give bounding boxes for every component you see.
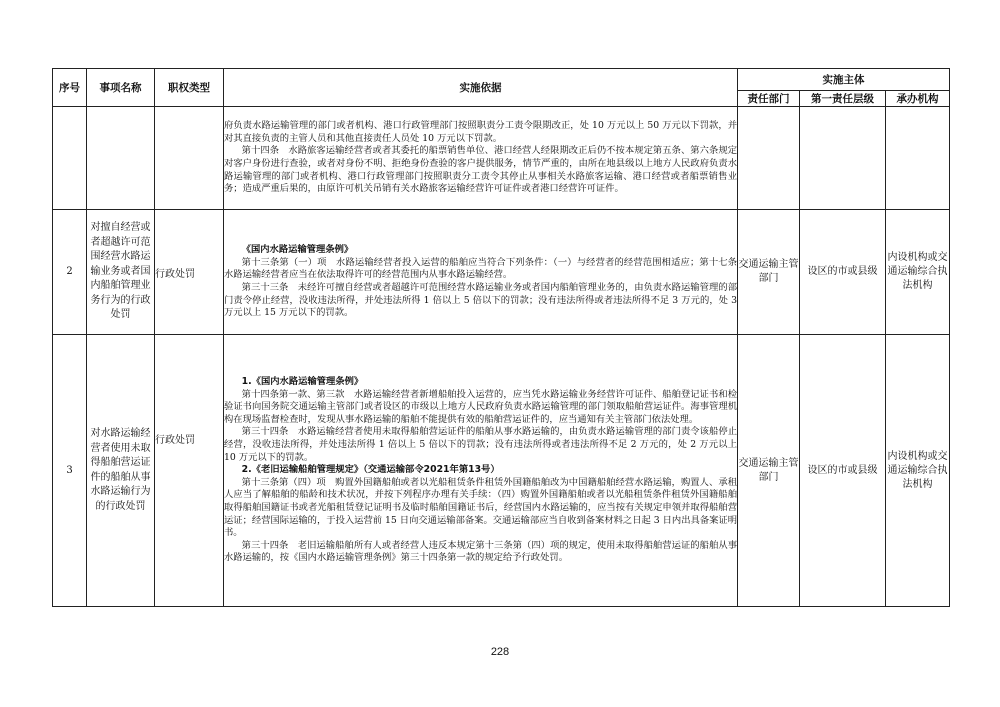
table-row	[53, 210, 950, 335]
header-power-type: 职权类型	[155, 69, 224, 107]
row-resp-dept: 交通运输主管部门	[738, 335, 800, 607]
row-item-name: 对水路运输经营者使用未取得船舶营运证件的船舶从事水路运输行为的行政处罚	[87, 335, 155, 607]
row-power-type: 行政处罚	[155, 335, 224, 607]
table-row	[53, 335, 950, 607]
row-item-name: 对擅自经营或者超越许可范围经营水路运输业务或者国内船舶管理业务行为的行政处罚	[87, 210, 155, 335]
basis-paragraph: 第三十四条 水路运输经营者使用未取得船舶营运证件的船舶从事水路运输的，由负责水路运输管理的部门责令该船停止经营，没收违法所得，并处违法所得 1 倍以上 5 倍以下的罚款；没有违法所得或者违法所得不足 2 万元的，处 2 万元以上 10 万元以下的罚款。	[224, 426, 737, 463]
basis-cell-continued	[224, 107, 738, 210]
header-first-level: 第一责任层级	[800, 91, 886, 107]
header-handling-org: 承办机构	[886, 91, 950, 107]
basis-paragraph: 第三十四条 老旧运输船舶所有人或者经营人违反本规定第十三条第（四）项的规定，使用未取得船舶营运证的船舶从事水路运输的，按《国内水路运输管理条例》第三十四条第一款的规定给予行政处罚。	[224, 539, 737, 564]
header-basis: 实施依据	[224, 69, 738, 107]
basis-title: 2.《老旧运输船舶管理规定》（交通运输部令2021年第13号）	[241, 464, 500, 476]
page-number: 228	[490, 646, 510, 658]
enforcement-table	[52, 68, 950, 607]
row-handling-org: 内设机构或交通运输综合执法机构	[886, 335, 950, 607]
basis-title: 1.《国内水路运输管理条例》	[241, 376, 364, 388]
row-power-type: 行政处罚	[155, 210, 224, 335]
basis-paragraph: 第十四条 水路旅客运输经营者或者其委托的船票销售单位、港口经营人经限期改正后仍不按本规定第五条、第六条规定对客户身份进行查验，或者对身份不明、拒绝身份查验的客户提供服务，情节严重的，由所在地县级以上地方人民政府负责水路运输管理的部门或者机构、港口行政管理部门按照职责分工责令其停止从事相关水路旅客运输、港口经营或者船票销售业务；造成严重后果的，由原许可机关吊销有关水路旅客运输经营许可证件或者港口经营许可证件。	[224, 145, 737, 195]
row-first-level: 设区的市或县级	[800, 335, 886, 607]
basis-paragraph: 第十三条第（四）项 购置外国籍船舶或者以光船租赁条件租赁外国籍船舶改为中国籍船舶经营水路运输，购置人、承租人应当了解船舶的船龄和技术状况，并按下列程序办理有关手续：（四）购置外国籍船舶或者以光船租赁条件租赁外国籍船舶取得船舶国籍证书或者光船租赁登记证明书及临时船舶国籍证书后，经营国内水路运输的，应当按有关规定申领并取得船舶营运证；经营国际运输的，于投入运营前 15 日向交通运输部备案。交通运输部应当自收到备案材料之日起 3 日内出具备案证明书。	[224, 476, 738, 539]
row-seq: 2	[53, 210, 87, 335]
table-row-continued	[53, 107, 950, 210]
basis-paragraph: 府负责水路运输管理的部门或者机构、港口行政管理部门按照职责分工责令限期改正，处 10 万元以上 50 万元以下罚款，并对其直接负责的主管人员和其他直接责任人员处 10 万元以下罚款。	[224, 120, 737, 144]
row-handling-org: 内设机构或交通运输综合执法机构	[886, 210, 950, 335]
header-subject: 实施主体	[738, 69, 950, 91]
basis-title: 《国内水路运输管理条例》	[241, 244, 354, 256]
row-seq: 3	[53, 335, 87, 607]
basis-cell	[224, 210, 738, 335]
row-resp-dept: 交通运输主管部门	[738, 210, 800, 335]
row-first-level: 设区的市或县级	[800, 210, 886, 335]
basis-paragraph: 第十三条第（一）项 水路运输经营者投入运营的船舶应当符合下列条件：（一）与经营者的经营范围相适应；第十七条 水路运输经营者应当在依法取得许可的经营范围内从事水路运输经营。	[224, 256, 737, 281]
header-seq: 序号	[53, 69, 87, 107]
header-row	[53, 69, 950, 91]
basis-cell	[224, 335, 738, 607]
header-resp-dept: 责任部门	[738, 91, 800, 107]
basis-paragraph: 第三十三条 未经许可擅自经营或者超越许可范围经营水路运输业务或者国内船舶管理业务的，由负责水路运输管理的部门责令停止经营，没收违法所得，并处违法所得 1 倍以上 5 倍以下的罚款；没有违法所得或者违法所得不足 3 万元的，处 3 万元以上 15 万元以下的罚款。	[224, 282, 737, 319]
basis-paragraph: 第十四条第一款、第三款 水路运输经营者新增船舶投入运营的，应当凭水路运输业务经营许可证件、船舶登记证书和检验证书向国务院交通运输主管部门或者设区的市级以上地方人民政府负责水路运输管理的部门领取船舶营运证件。海事管理机构在现场监督检查时，发现从事水路运输的船舶不能提供有效的船舶营运证件的，应当通知有关主管部门依法处理。	[224, 388, 737, 425]
header-item-name: 事项名称	[87, 69, 155, 107]
